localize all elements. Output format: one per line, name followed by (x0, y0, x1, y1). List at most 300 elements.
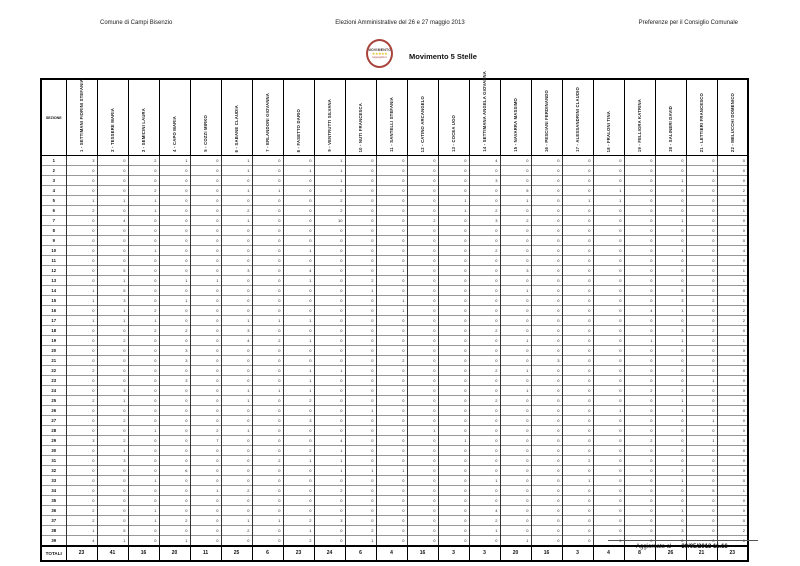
vote-cell: 0 (593, 156, 624, 166)
table-row (41, 196, 748, 206)
vote-cell: 4 (221, 336, 252, 346)
vote-cell: 1 (252, 186, 283, 196)
row-number: 2 (41, 166, 66, 176)
vote-cell: 0 (376, 166, 407, 176)
vote-cell: 0 (97, 246, 128, 256)
vote-cell: 1 (438, 206, 469, 216)
vote-cell: 0 (407, 396, 438, 406)
vote-cell: 0 (593, 366, 624, 376)
vote-cell: 0 (128, 466, 159, 476)
vote-cell: 0 (221, 346, 252, 356)
vote-cell: 0 (252, 266, 283, 276)
vote-cell: 0 (376, 496, 407, 506)
vote-cell: 0 (407, 256, 438, 266)
vote-cell: 0 (655, 166, 686, 176)
candidate-name: 3 - SEMICINI LAURA (141, 107, 146, 152)
vote-cell: 0 (159, 486, 190, 496)
vote-cell: 0 (252, 286, 283, 296)
candidate-header-wrap (253, 80, 283, 155)
vote-cell: 0 (376, 446, 407, 456)
header-election-title: Elezioni Amministrative del 26 e 27 maggio 2013 (335, 20, 465, 26)
row-number: 12 (41, 266, 66, 276)
vote-cell: 1 (376, 296, 407, 306)
vote-cell: 0 (500, 316, 531, 326)
vote-cell: 4 (97, 216, 128, 226)
vote-cell: 1 (717, 266, 748, 276)
vote-cell: 0 (190, 376, 221, 386)
row-number: 21 (41, 356, 66, 366)
vote-cell: 0 (624, 416, 655, 426)
candidate-header-wrap (67, 80, 97, 155)
candidate-header-wrap (222, 80, 252, 155)
vote-cell: 0 (190, 266, 221, 276)
vote-cell: 0 (283, 156, 314, 166)
candidate-header (686, 79, 717, 156)
vote-cell: 0 (345, 446, 376, 456)
vote-cell: 0 (500, 306, 531, 316)
vote-cell: 0 (562, 326, 593, 336)
vote-cell: 0 (717, 326, 748, 336)
vote-cell: 0 (97, 346, 128, 356)
vote-cell: 0 (500, 206, 531, 216)
total-cell: 20 (159, 546, 190, 561)
candidate-header (500, 79, 531, 156)
vote-cell: 0 (562, 516, 593, 526)
candidate-header (159, 79, 190, 156)
vote-cell: 2 (283, 396, 314, 406)
vote-cell: 1 (159, 156, 190, 166)
vote-cell: 0 (469, 236, 500, 246)
vote-cell: 0 (221, 176, 252, 186)
vote-cell: 2 (128, 326, 159, 336)
vote-cell: 0 (500, 506, 531, 516)
vote-cell: 0 (221, 356, 252, 366)
vote-cell: 0 (221, 306, 252, 316)
vote-cell: 5 (500, 186, 531, 196)
vote-cell: 0 (624, 366, 655, 376)
vote-cell: 0 (345, 216, 376, 226)
total-cell: 25 (221, 546, 252, 561)
vote-cell: 2 (97, 416, 128, 426)
vote-cell: 2 (221, 206, 252, 216)
vote-cell: 0 (97, 496, 128, 506)
vote-cell: 1 (686, 376, 717, 386)
row-number: 30 (41, 446, 66, 456)
table-row (41, 206, 748, 216)
vote-cell: 1 (686, 166, 717, 176)
vote-cell: 0 (686, 256, 717, 266)
table-row (41, 296, 748, 306)
vote-cell: 0 (128, 256, 159, 266)
vote-cell: 1 (655, 176, 686, 186)
vote-cell: 10 (314, 216, 345, 226)
vote-cell: 0 (314, 506, 345, 516)
vote-cell: 1 (221, 316, 252, 326)
vote-cell: 0 (655, 366, 686, 376)
vote-cell: 2 (717, 526, 748, 536)
vote-cell: 0 (686, 526, 717, 536)
vote-cell: 3 (655, 526, 686, 536)
vote-cell: 0 (593, 426, 624, 436)
vote-cell: 2 (283, 516, 314, 526)
vote-cell: 0 (469, 276, 500, 286)
vote-cell: 0 (717, 476, 748, 486)
vote-cell: 0 (717, 156, 748, 166)
vote-cell: 0 (159, 246, 190, 256)
vote-cell: 2 (66, 506, 97, 516)
vote-cell: 0 (593, 456, 624, 466)
vote-cell: 0 (283, 326, 314, 336)
vote-cell: 0 (717, 236, 748, 246)
vote-cell: 2 (128, 156, 159, 166)
vote-cell: 0 (407, 156, 438, 166)
vote-cell: 0 (283, 286, 314, 296)
vote-cell: 0 (655, 156, 686, 166)
vote-cell: 0 (531, 316, 562, 326)
vote-cell: 0 (500, 486, 531, 496)
vote-cell: 1 (66, 526, 97, 536)
vote-cell: 0 (686, 276, 717, 286)
vote-cell: 0 (252, 276, 283, 286)
vote-cell: 0 (252, 366, 283, 376)
vote-cell: 0 (376, 196, 407, 206)
vote-cell: 1 (97, 446, 128, 456)
vote-cell: 0 (469, 386, 500, 396)
vote-cell: 0 (624, 276, 655, 286)
vote-cell: 0 (407, 496, 438, 506)
candidate-name: 5 - COZZI MIRKO (203, 115, 208, 152)
vote-cell: 0 (190, 476, 221, 486)
vote-cell: 0 (469, 166, 500, 176)
vote-cell: 0 (376, 436, 407, 446)
vote-cell: 0 (438, 426, 469, 436)
vote-cell: 0 (655, 266, 686, 276)
vote-cell: 1 (128, 476, 159, 486)
row-number: 13 (41, 276, 66, 286)
vote-cell: 0 (345, 206, 376, 216)
vote-cell: 0 (562, 346, 593, 356)
vote-cell: 0 (159, 456, 190, 466)
vote-cell: 0 (562, 356, 593, 366)
vote-cell: 0 (66, 326, 97, 336)
vote-cell: 0 (190, 416, 221, 426)
vote-cell: 2 (717, 186, 748, 196)
vote-cell: 0 (252, 216, 283, 226)
total-cell: 3 (469, 546, 500, 561)
vote-cell: 1 (376, 306, 407, 316)
candidate-header-wrap (439, 80, 469, 155)
candidate-header-wrap (284, 80, 314, 155)
vote-cell: 1 (593, 186, 624, 196)
vote-cell: 0 (686, 286, 717, 296)
vote-cell: 1 (221, 186, 252, 196)
candidate-header (562, 79, 593, 156)
vote-cell: 0 (531, 526, 562, 536)
vote-cell: 1 (221, 426, 252, 436)
vote-cell: 0 (500, 226, 531, 236)
vote-cell: 2 (314, 196, 345, 206)
candidate-header-wrap (98, 80, 128, 155)
vote-cell: 0 (562, 366, 593, 376)
vote-cell: 2 (469, 206, 500, 216)
vote-cell: 1 (686, 416, 717, 426)
vote-cell: 0 (190, 226, 221, 236)
vote-cell: 0 (686, 306, 717, 316)
vote-cell: 0 (500, 406, 531, 416)
vote-cell: 0 (376, 246, 407, 256)
vote-cell: 0 (500, 236, 531, 246)
vote-cell: 0 (593, 346, 624, 356)
vote-cell: 1 (438, 196, 469, 206)
vote-cell: 0 (221, 276, 252, 286)
vote-cell: 0 (190, 206, 221, 216)
vote-cell: 2 (345, 276, 376, 286)
vote-cell: 0 (314, 396, 345, 406)
vote-cell: 0 (531, 506, 562, 516)
table-row (41, 156, 748, 166)
vote-cell: 0 (593, 476, 624, 486)
vote-cell: 0 (66, 376, 97, 386)
vote-cell: 3 (283, 416, 314, 426)
vote-cell: 0 (66, 356, 97, 366)
vote-cell: 0 (717, 506, 748, 516)
vote-cell: 0 (500, 476, 531, 486)
vote-cell: 0 (97, 226, 128, 236)
candidate-header-wrap (501, 80, 531, 155)
candidate-header (314, 79, 345, 156)
vote-cell: 0 (438, 256, 469, 266)
vote-cell: 0 (376, 386, 407, 396)
vote-cell: 0 (252, 446, 283, 456)
vote-cell: 1 (283, 276, 314, 286)
vote-cell: 0 (66, 246, 97, 256)
vote-cell: 1 (128, 506, 159, 516)
vote-cell: 0 (345, 486, 376, 496)
vote-cell: 0 (469, 256, 500, 266)
vote-cell: 1 (500, 536, 531, 547)
vote-cell: 0 (655, 226, 686, 236)
vote-cell: 0 (717, 286, 748, 296)
vote-cell: 1 (655, 336, 686, 346)
vote-cell: 0 (562, 376, 593, 386)
candidate-name: 1 - SETTIMANI FIORINI STEFANIA (79, 78, 84, 152)
vote-cell: 0 (66, 216, 97, 226)
vote-cell: 0 (376, 286, 407, 296)
vote-cell: 0 (252, 206, 283, 216)
vote-cell: 0 (159, 336, 190, 346)
vote-cell: 0 (252, 246, 283, 256)
vote-cell: 4 (314, 436, 345, 446)
vote-cell: 0 (97, 476, 128, 486)
candidate-header-wrap (160, 80, 190, 155)
vote-cell: 2 (717, 316, 748, 326)
vote-cell: 0 (407, 306, 438, 316)
vote-cell: 0 (500, 276, 531, 286)
vote-cell: 2 (128, 186, 159, 196)
table-row (41, 236, 748, 246)
vote-cell: 0 (686, 426, 717, 436)
vote-cell: 1 (252, 386, 283, 396)
vote-cell: 0 (531, 346, 562, 356)
vote-cell: 0 (500, 176, 531, 186)
total-cell: 4 (376, 546, 407, 561)
vote-cell: 0 (190, 216, 221, 226)
candidate-header-wrap (191, 80, 221, 155)
vote-cell: 0 (221, 376, 252, 386)
vote-cell: 0 (128, 236, 159, 246)
vote-cell: 0 (655, 436, 686, 446)
row-number: 34 (41, 486, 66, 496)
vote-cell: 0 (190, 196, 221, 206)
row-number: 10 (41, 246, 66, 256)
candidate-name: 17 - ALESSANDRINI CLAUDIO (575, 87, 580, 152)
vote-cell: 0 (159, 496, 190, 506)
vote-cell: 0 (190, 396, 221, 406)
vote-cell: 5 (97, 266, 128, 276)
vote-cell: 0 (283, 236, 314, 246)
vote-cell: 0 (438, 226, 469, 236)
vote-cell: 0 (500, 426, 531, 436)
vote-cell: 0 (531, 366, 562, 376)
vote-cell: 0 (314, 246, 345, 256)
vote-cell: 0 (624, 406, 655, 416)
vote-cell: 0 (562, 166, 593, 176)
vote-cell: 0 (407, 466, 438, 476)
vote-cell: 0 (66, 266, 97, 276)
vote-cell: 0 (531, 166, 562, 176)
vote-cell: 3 (500, 266, 531, 276)
vote-cell: 0 (97, 486, 128, 496)
vote-cell: 2 (314, 486, 345, 496)
vote-cell: 0 (655, 496, 686, 506)
vote-cell: 0 (562, 176, 593, 186)
vote-cell: 1 (717, 336, 748, 346)
vote-cell: 1 (500, 336, 531, 346)
row-number: 20 (41, 346, 66, 356)
vote-cell: 0 (686, 316, 717, 326)
vote-cell: 0 (686, 156, 717, 166)
table-row (41, 166, 748, 176)
vote-cell: 0 (469, 376, 500, 386)
total-cell: 3 (438, 546, 469, 561)
vote-cell: 0 (376, 186, 407, 196)
vote-cell: 0 (252, 506, 283, 516)
vote-cell: 3 (469, 216, 500, 226)
row-number: 14 (41, 286, 66, 296)
vote-cell: 0 (66, 186, 97, 196)
vote-cell: 0 (469, 296, 500, 306)
vote-cell: 0 (717, 216, 748, 226)
vote-cell: 0 (624, 526, 655, 536)
vote-cell: 0 (407, 406, 438, 416)
vote-cell: 0 (159, 166, 190, 176)
vote-cell: 0 (221, 246, 252, 256)
vote-cell: 0 (438, 306, 469, 316)
vote-cell: 0 (438, 216, 469, 226)
vote-cell: 0 (469, 316, 500, 326)
vote-cell: 0 (345, 416, 376, 426)
vote-cell: 0 (283, 196, 314, 206)
vote-cell: 3 (66, 436, 97, 446)
row-number: 39 (41, 536, 66, 547)
vote-cell: 0 (624, 156, 655, 166)
vote-cell: 0 (438, 266, 469, 276)
vote-cell: 0 (407, 436, 438, 446)
candidate-header (221, 79, 252, 156)
vote-cell: 0 (190, 506, 221, 516)
vote-cell: 0 (655, 516, 686, 526)
vote-cell: 0 (407, 276, 438, 286)
candidate-name: 18 - FRALONI TINA (606, 110, 611, 152)
vote-cell: 0 (159, 416, 190, 426)
vote-cell: 0 (376, 156, 407, 166)
vote-cell: 0 (469, 196, 500, 206)
vote-cell: 0 (221, 406, 252, 416)
vote-cell: 0 (159, 196, 190, 206)
header-municipality: Comune di Campi Bisenzio (100, 20, 173, 26)
vote-cell: 0 (686, 476, 717, 486)
vote-cell: 0 (252, 376, 283, 386)
row-number: 31 (41, 456, 66, 466)
vote-cell: 2 (128, 306, 159, 316)
vote-cell: 3 (159, 356, 190, 366)
vote-cell: 0 (438, 286, 469, 296)
vote-cell: 0 (283, 306, 314, 316)
vote-cell: 0 (655, 206, 686, 216)
vote-cell: 0 (345, 386, 376, 396)
vote-cell: 0 (314, 476, 345, 486)
vote-cell: 0 (531, 246, 562, 256)
row-number: 4 (41, 186, 66, 196)
total-cell: 4 (593, 546, 624, 561)
vote-cell: 0 (469, 436, 500, 446)
vote-cell: 0 (717, 386, 748, 396)
vote-cell: 0 (407, 206, 438, 216)
vote-cell: 0 (655, 456, 686, 466)
vote-cell: 2 (500, 216, 531, 226)
vote-cell: 0 (562, 446, 593, 456)
vote-cell: 1 (283, 376, 314, 386)
vote-cell: 0 (438, 486, 469, 496)
vote-cell: 0 (159, 306, 190, 316)
party-name: Movimento 5 Stelle (409, 52, 477, 61)
sezione-header: SEZIONE (41, 79, 66, 156)
vote-cell: 0 (221, 436, 252, 446)
vote-cell: 0 (376, 506, 407, 516)
vote-cell: 1 (438, 436, 469, 446)
vote-cell: 0 (562, 156, 593, 166)
vote-cell: 3 (531, 356, 562, 366)
vote-cell: 0 (407, 326, 438, 336)
vote-cell: 0 (531, 306, 562, 316)
vote-cell: 0 (252, 356, 283, 366)
m5s-logo-band: beppegrillo.it (372, 56, 387, 59)
vote-cell: 0 (345, 396, 376, 406)
vote-cell: 0 (407, 386, 438, 396)
vote-cell: 0 (66, 456, 97, 466)
vote-cell: 0 (500, 496, 531, 506)
vote-cell: 0 (159, 256, 190, 266)
vote-cell: 1 (97, 396, 128, 406)
vote-cell: 0 (66, 386, 97, 396)
vote-cell: 0 (252, 396, 283, 406)
vote-cell: 0 (717, 496, 748, 506)
vote-cell: 0 (469, 486, 500, 496)
vote-cell: 1 (314, 166, 345, 176)
vote-cell: 0 (252, 476, 283, 486)
vote-cell: 0 (97, 426, 128, 436)
vote-cell: 0 (66, 406, 97, 416)
